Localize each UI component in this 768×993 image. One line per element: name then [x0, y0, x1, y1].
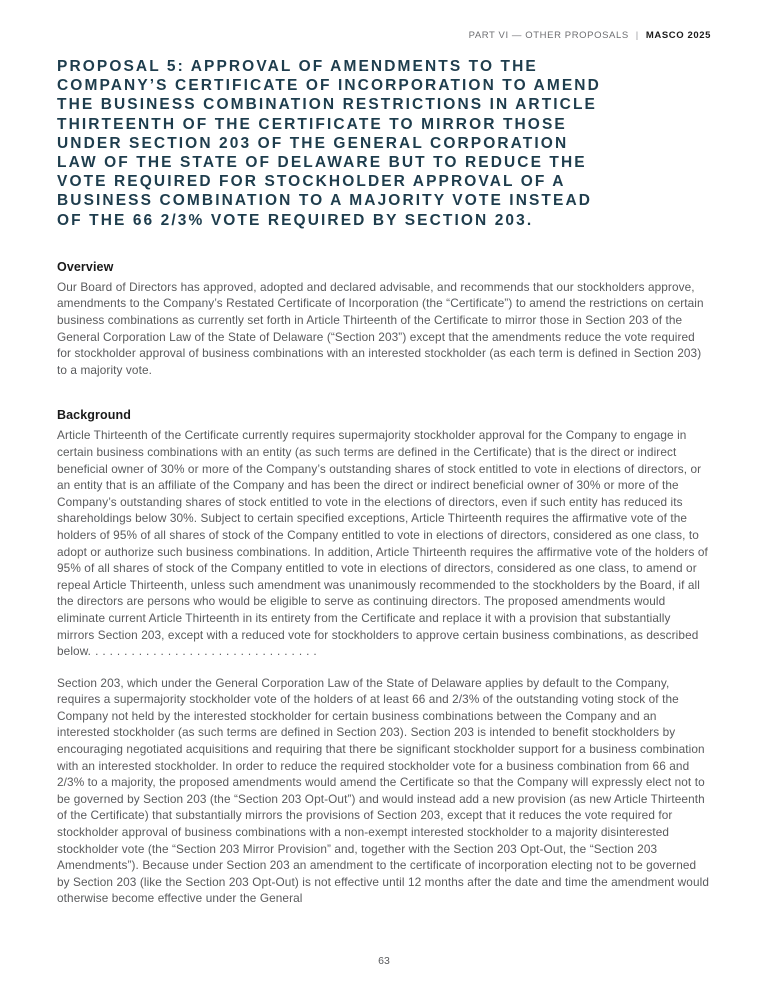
background-paragraph-1 [57, 427, 711, 659]
proposal-title-line: THIRTEENTH OF THE CERTIFICATE TO MIRROR THOSE [57, 115, 567, 133]
page-number: 63 [378, 955, 390, 967]
proposal-title-line: UNDER SECTION 203 OF THE GENERAL CORPORATION [57, 134, 569, 152]
proposal-title-line: BUSINESS COMBINATION TO A MAJORITY VOTE INSTEAD [57, 192, 593, 210]
header-divider: | [635, 30, 639, 41]
overview-heading: Overview [57, 259, 114, 274]
dot-leader: ............................... [95, 644, 321, 659]
proposal-title-line: VOTE REQUIRED FOR STOCKHOLDER APPROVAL OF A [57, 173, 566, 191]
overview-paragraph: Our Board of Directors has approved, adopted and declared advisable, and recommends that our stockholders approve, amendments to the Company’s Restated Certificate of Incorporation (the “Certificate”) to amend the restrictions on certain business combinations as currently set forth in Article Thirteenth of the Certificate to mirror those in Section 203 of the General Corporation Law of the State of Delaware (“Section 203”) except that the amendments reduce the vote required for stockholder approval of business combinations with an interested stockholder (as each term is defined in Section 203) to a majority vote. [57, 279, 704, 377]
page-footer [0, 955, 768, 967]
background-paragraph-1-text: Article Thirteenth of the Certificate currently requires supermajority stockholder approval for the Company to engage in certain business combinations with an entity (as such terms are defined in the Certificate) that is the direct or indirect beneficial owner of 30% or more of the Company’s outstanding shares of stock entitled to vote in elections of directors, or an entity that is an affiliate of the Company and has been the direct or indirect beneficial owner of 30% or more of the Company’s outstanding shares of stock entitled to vote in the elections of directors, even if such entity has reduced its shareholdings below 30%. Subject to certain specified exceptions, Article Thirteenth requires the affirmative vote of the holders of 95% of all shares of stock of the Company entitled to vote in elections of directors, considered as one class, to adopt or authorize such business combinations. In addition, Article Thirteenth requires the affirmative vote of the holders of 95% of all shares of stock of the Company entitled to vote in elections of directors, considered as one class, to amend or repeal Article Thirteenth, unless such amendment was unanimously recommended to the stockholders by the Board, if all the directors are persons who would be eligible to serve as continuing directors. The proposed amendments would eliminate current Article Thirteenth in its entirety from the Certificate and replace it with a provision that substantially mirrors Section 203, except with a reduced vote for stockholders to approve certain business combinations, as described below. [57, 428, 708, 659]
proposal-title-line: PROPOSAL 5: APPROVAL OF AMENDMENTS TO THE [57, 58, 538, 75]
header-part-label: PART VI — OTHER PROPOSALS [468, 30, 629, 41]
proposal-title-line: THE BUSINESS COMBINATION RESTRICTIONS IN ARTICLE [57, 96, 597, 114]
background-heading: Background [57, 408, 131, 423]
proposal-title-line: LAW OF THE STATE OF DELAWARE BUT TO REDUCE THE [57, 154, 587, 172]
background-paragraph-2: Section 203, which under the General Corporation Law of the State of Delaware applies by default to the Company, requires a supermajority stockholder vote of the holders of at least 66 and 2/3% of the outstanding voting stock of the Company not held by the interested stockholder for certain business combinations between the Company and an interested stockholder (as such terms are defined in Section 203). Section 203 is intended to benefit stockholders by encouraging negotiated acquisitions and requiring that there be significant stockholder support for a business combination with an interested stockholder. In order to reduce the required stockholder vote for a business combination from 66 and 2/3% to a majority, the proposed amendments would amend the Certificate so that the Company will expressly elect not to be governed by Section 203 (the “Section 203 Opt-Out”) and would instead add a new provision (as new Article Thirteenth of the Certificate) that substantially mirrors the provisions of Section 203, except that it reduces the vote required for stockholder approval of business combinations with a non-exempt interested stockholder to a majority disinterested stockholder vote (the “Section 203 Mirror Provision” and, together with the Section 203 Opt-Out, the “Section 203 Amendments”). Because under Section 203 an amendment to the certificate of incorporation electing not to be governed by Section 203 (like the Section 203 Opt-Out) is not effective until 12 months after the date and time the amendment would otherwise become effective under the General [57, 675, 710, 906]
header-brand: MASCO 2025 [645, 30, 711, 41]
proposal-title [57, 57, 711, 230]
proposal-title-line: COMPANY’S CERTIFICATE OF INCORPORATION TO AMEND [57, 77, 601, 95]
proposal-title-line: OF THE 66 2/3% VOTE REQUIRED BY SECTION 203. [57, 211, 534, 229]
page-header [57, 30, 711, 41]
